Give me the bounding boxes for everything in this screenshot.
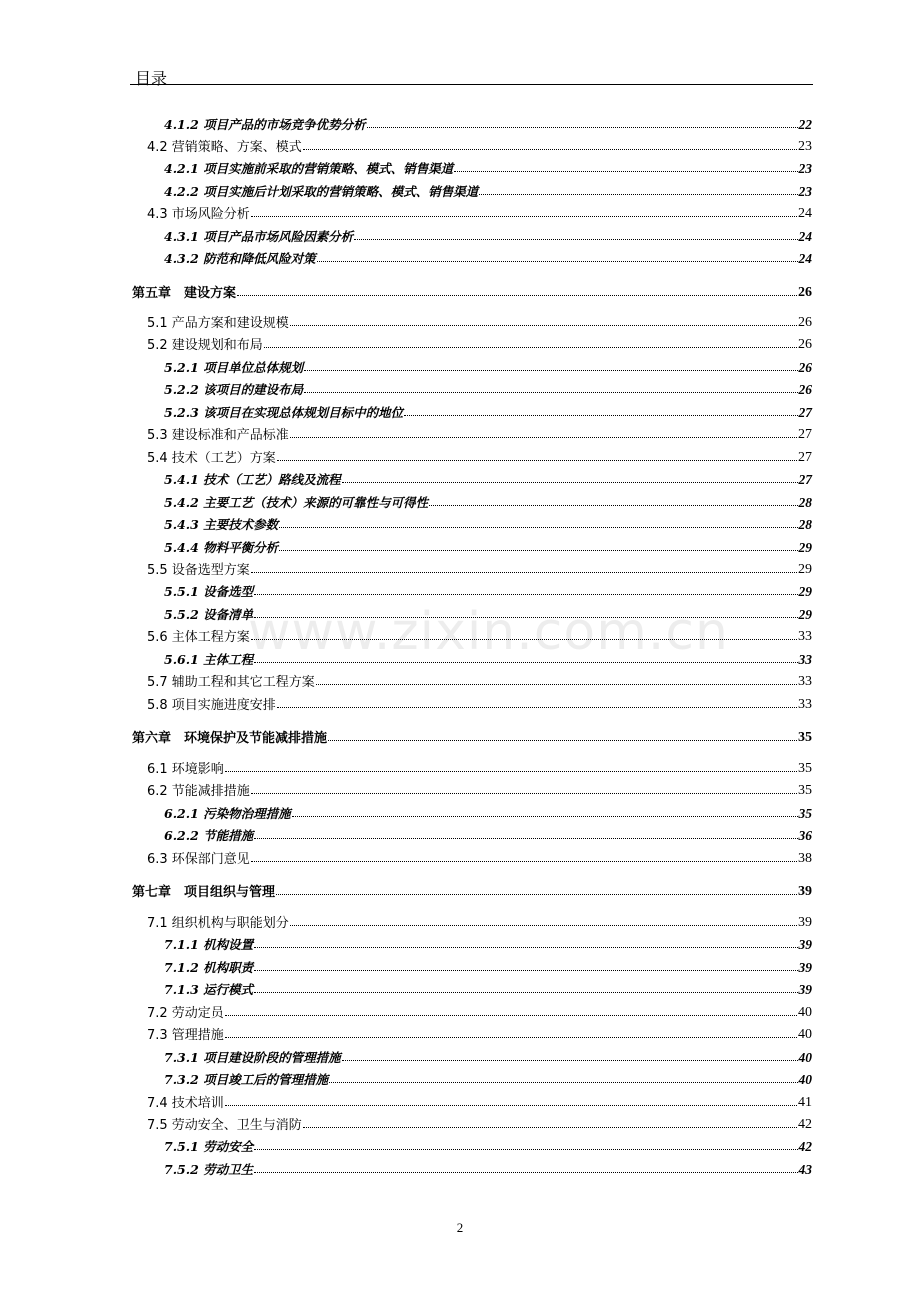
toc-entry-title: 5.5.1 设备选型 [164, 584, 254, 599]
toc-entry-title: 7.4 技术培训 [147, 1096, 224, 1111]
toc-dot-leader [354, 239, 797, 240]
toc-dot-leader [304, 392, 797, 393]
toc-entry-page: 35 [798, 730, 812, 745]
toc-subsection-entry[interactable] [130, 578, 812, 600]
toc-subsection-entry[interactable] [130, 931, 812, 953]
toc-dot-leader [225, 771, 797, 772]
toc-entry-title: 5.2.1 项目单位总体规划 [164, 360, 304, 375]
toc-dot-leader [429, 505, 797, 506]
toc-entry-page: 29 [798, 584, 812, 599]
toc-entry-page: 38 [798, 851, 812, 866]
toc-section-entry[interactable] [130, 845, 812, 867]
toc-entry-title: 4.2.1 项目实施前采取的营销策略、模式、销售渠道 [164, 161, 454, 176]
toc-section-entry[interactable] [130, 668, 812, 690]
toc-entry-page: 28 [798, 517, 812, 532]
toc-entry-title: 7.3 管理措施 [147, 1028, 224, 1043]
toc-subsection-entry[interactable] [130, 245, 812, 267]
toc-section-entry[interactable] [130, 755, 812, 777]
toc-entry-page: 35 [798, 783, 812, 798]
page-header-title: 目录 [135, 69, 168, 88]
toc-entry-page: 26 [798, 315, 812, 330]
toc-entry-page: 24 [798, 229, 812, 244]
toc-entry-title: 4.1.2 项目产品的市场竞争优势分析 [164, 117, 366, 132]
toc-entry-page: 39 [798, 937, 812, 952]
toc-subsection-entry[interactable] [130, 223, 812, 245]
toc-entry-title: 4.3.2 防范和降低风险对策 [164, 251, 316, 266]
toc-section-entry[interactable] [130, 133, 812, 155]
toc-entry-page: 40 [798, 1050, 812, 1065]
toc-section-entry[interactable] [130, 1111, 812, 1133]
toc-entry-title: 第七章 项目组织与管理 [132, 885, 276, 900]
toc-entry-title: 7.3.2 项目竣工后的管理措施 [164, 1072, 329, 1087]
toc-dot-leader [277, 460, 797, 461]
toc-entry-page: 40 [798, 1027, 812, 1042]
toc-dot-leader [237, 295, 797, 296]
toc-subsection-entry[interactable] [130, 466, 812, 488]
toc-entry-title: 7.1.2 机构职责 [164, 960, 254, 975]
toc-subsection-entry[interactable] [130, 976, 812, 998]
toc-subsection-entry[interactable] [130, 534, 812, 556]
toc-entry-page: 39 [798, 884, 812, 899]
toc-entry-page: 27 [798, 472, 812, 487]
toc-dot-leader [251, 216, 797, 217]
toc-entry-title: 6.3 环保部门意见 [147, 852, 250, 867]
toc-dot-leader [254, 992, 797, 993]
toc-entry-title: 7.1.1 机构设置 [164, 937, 254, 952]
toc-section-entry[interactable] [130, 691, 812, 713]
toc-dot-leader [279, 527, 797, 528]
toc-entry-page: 26 [798, 382, 812, 397]
toc-dot-leader [254, 617, 797, 618]
toc-section-entry[interactable] [130, 309, 812, 331]
toc-section-entry[interactable] [130, 421, 812, 443]
toc-chapter-entry[interactable] [130, 878, 812, 900]
toc-entry-page: 42 [798, 1139, 812, 1154]
toc-entry-page: 23 [798, 184, 812, 199]
toc-entry-title: 6.2.1 污染物治理措施 [164, 806, 291, 821]
toc-entry-title: 5.4.4 物料平衡分析 [164, 540, 279, 555]
toc-dot-leader [254, 594, 797, 595]
toc-dot-leader [316, 684, 797, 685]
toc-entry-title: 4.3 市场风险分析 [147, 207, 250, 222]
toc-entry-title: 5.8 项目实施进度安排 [147, 698, 276, 713]
toc-entry-title: 5.1 产品方案和建设规模 [147, 316, 289, 331]
toc-dot-leader [276, 894, 797, 895]
toc-entry-page: 29 [798, 540, 812, 555]
toc-dot-leader [328, 740, 797, 741]
toc-entry-title: 5.5 设备选型方案 [147, 563, 250, 578]
toc-subsection-entry[interactable] [130, 354, 812, 376]
toc-entry-title: 5.4.1 技术（工艺）路线及流程 [164, 472, 341, 487]
toc-dot-leader [292, 816, 798, 817]
toc-entry-title: 4.3.1 项目产品市场风险因素分析 [164, 229, 354, 244]
toc-dot-leader [404, 415, 797, 416]
toc-entry-page: 35 [798, 806, 812, 821]
toc-entry-page: 43 [798, 1162, 812, 1177]
toc-entry-title: 7.2 劳动定员 [147, 1006, 224, 1021]
toc-subsection-entry[interactable] [130, 511, 812, 533]
toc-dot-leader [329, 1082, 797, 1083]
toc-dot-leader [251, 639, 797, 640]
toc-entry-page: 23 [798, 139, 812, 154]
toc-entry-title: 7.5.2 劳动卫生 [164, 1162, 254, 1177]
toc-entry-title: 第五章 建设方案 [132, 286, 237, 301]
toc-dot-leader [303, 1127, 797, 1128]
toc-dot-leader [277, 707, 797, 708]
toc-subsection-entry[interactable] [130, 489, 812, 511]
toc-section-entry[interactable] [130, 777, 812, 799]
toc-dot-leader [251, 572, 797, 573]
toc-entry-page: 23 [798, 161, 812, 176]
toc-entry-page: 40 [798, 1072, 812, 1087]
toc-entry-page: 22 [798, 117, 812, 132]
toc-entry-title: 5.4 技术（工艺）方案 [147, 451, 276, 466]
toc-entry-page: 36 [798, 828, 812, 843]
header-rule [130, 84, 813, 85]
toc-entry-page: 29 [798, 562, 812, 577]
toc-subsection-entry[interactable] [130, 178, 812, 200]
toc-entry-page: 39 [798, 960, 812, 975]
toc-entry-title: 6.2 节能减排措施 [147, 784, 250, 799]
toc-subsection-entry[interactable] [130, 155, 812, 177]
toc-section-entry[interactable] [130, 623, 812, 645]
toc-entry-page: 27 [798, 427, 812, 442]
toc-section-entry[interactable] [130, 909, 812, 931]
toc-subsection-entry[interactable] [130, 954, 812, 976]
page-number: 2 [456, 1220, 464, 1235]
toc-dot-leader [367, 127, 798, 128]
toc-entry-page: 24 [798, 251, 812, 266]
toc-entry-page: 39 [798, 915, 812, 930]
toc-entry-title: 5.3 建设标准和产品标准 [147, 428, 289, 443]
toc-entry-title: 4.2 营销策略、方案、模式 [147, 140, 302, 155]
toc-section-entry[interactable] [130, 999, 812, 1021]
toc-entry-title: 7.1 组织机构与职能划分 [147, 916, 289, 931]
toc-subsection-entry[interactable] [130, 376, 812, 398]
toc-subsection-entry[interactable] [130, 111, 812, 133]
toc-chapter-entry[interactable] [130, 724, 812, 746]
toc-subsection-entry[interactable] [130, 1066, 812, 1088]
toc-subsection-entry[interactable] [130, 646, 812, 668]
toc-entry-title: 7.3.1 项目建设阶段的管理措施 [164, 1050, 341, 1065]
toc-subsection-entry[interactable] [130, 1156, 812, 1178]
toc-dot-leader [254, 662, 797, 663]
toc-dot-leader [290, 925, 797, 926]
toc-entry-title: 6.2.2 节能措施 [164, 828, 254, 843]
toc-section-entry[interactable] [130, 1089, 812, 1111]
toc-dot-leader [251, 793, 797, 794]
toc-chapter-entry[interactable] [130, 279, 812, 301]
toc-entry-page: 24 [798, 206, 812, 221]
toc-entry-title: 5.7 辅助工程和其它工程方案 [147, 675, 315, 690]
toc-entry-page: 27 [798, 405, 812, 420]
toc-subsection-entry[interactable] [130, 1044, 812, 1066]
toc-entry-title: 第六章 环境保护及节能减排措施 [132, 731, 328, 746]
toc-entry-page: 33 [798, 697, 812, 712]
toc-dot-leader [279, 550, 797, 551]
toc-section-entry[interactable] [130, 444, 812, 466]
toc-entry-title: 5.5.2 设备清单 [164, 607, 254, 622]
toc-subsection-entry[interactable] [130, 601, 812, 623]
toc-entry-title: 5.6.1 主体工程 [164, 652, 254, 667]
toc-entry-page: 39 [798, 982, 812, 997]
toc-entry-page: 26 [798, 285, 812, 300]
toc-entry-page: 29 [798, 607, 812, 622]
toc-dot-leader [225, 1015, 797, 1016]
toc-entry-page: 40 [798, 1005, 812, 1020]
toc-dot-leader [254, 1149, 797, 1150]
toc-dot-leader [264, 347, 797, 348]
watermark: www.zixin.com.cn [248, 602, 729, 662]
toc-entry-title: 6.1 环境影响 [147, 762, 224, 777]
toc-dot-leader [290, 325, 797, 326]
toc-entry-page: 27 [798, 450, 812, 465]
toc-dot-leader [254, 1172, 797, 1173]
toc-dot-leader [304, 370, 797, 371]
toc-entry-page: 26 [798, 337, 812, 352]
toc-dot-leader [317, 261, 798, 262]
toc-entry-title: 5.2.2 该项目的建设布局 [164, 382, 304, 397]
toc-entry-page: 41 [798, 1095, 812, 1110]
toc-dot-leader [254, 947, 797, 948]
toc-entry-title: 7.5 劳动安全、卫生与消防 [147, 1118, 302, 1133]
toc-entry-page: 33 [798, 629, 812, 644]
toc-entry-page: 35 [798, 761, 812, 776]
toc-dot-leader [479, 194, 797, 195]
toc-entry-title: 5.2 建设规划和布局 [147, 338, 263, 353]
toc-entry-page: 33 [798, 674, 812, 689]
toc-entry-title: 7.1.3 运行模式 [164, 982, 254, 997]
toc-entry-page: 28 [798, 495, 812, 510]
toc-entry-title: 5.4.2 主要工艺（技术）来源的可靠性与可得性 [164, 495, 429, 510]
toc-dot-leader [254, 838, 797, 839]
toc-dot-leader [290, 437, 797, 438]
toc-dot-leader [225, 1037, 797, 1038]
toc-entry-title: 5.4.3 主要技术参数 [164, 517, 279, 532]
toc-entry-page: 33 [798, 652, 812, 667]
toc-subsection-entry[interactable] [130, 822, 812, 844]
toc-dot-leader [251, 861, 797, 862]
toc-entry-title: 4.2.2 项目实施后计划采取的营销策略、模式、销售渠道 [164, 184, 479, 199]
toc-dot-leader [303, 149, 797, 150]
toc-entry-title: 7.5.1 劳动安全 [164, 1139, 254, 1154]
toc-subsection-entry[interactable] [130, 800, 812, 822]
toc-entry-title: 5.6 主体工程方案 [147, 630, 250, 645]
toc-entry-page: 42 [798, 1117, 812, 1132]
toc-section-entry[interactable] [130, 331, 812, 353]
toc-dot-leader [254, 970, 797, 971]
toc-dot-leader [454, 171, 797, 172]
toc-entry-title: 5.2.3 该项目在实现总体规划目标中的地位 [164, 405, 404, 420]
toc-dot-leader [225, 1105, 797, 1106]
toc-section-entry[interactable] [130, 200, 812, 222]
toc-subsection-entry[interactable] [130, 399, 812, 421]
toc-section-entry[interactable] [130, 556, 812, 578]
toc-subsection-entry[interactable] [130, 1133, 812, 1155]
toc-section-entry[interactable] [130, 1021, 812, 1043]
toc-dot-leader [342, 482, 798, 483]
toc-dot-leader [342, 1060, 798, 1061]
toc-entry-page: 26 [798, 360, 812, 375]
